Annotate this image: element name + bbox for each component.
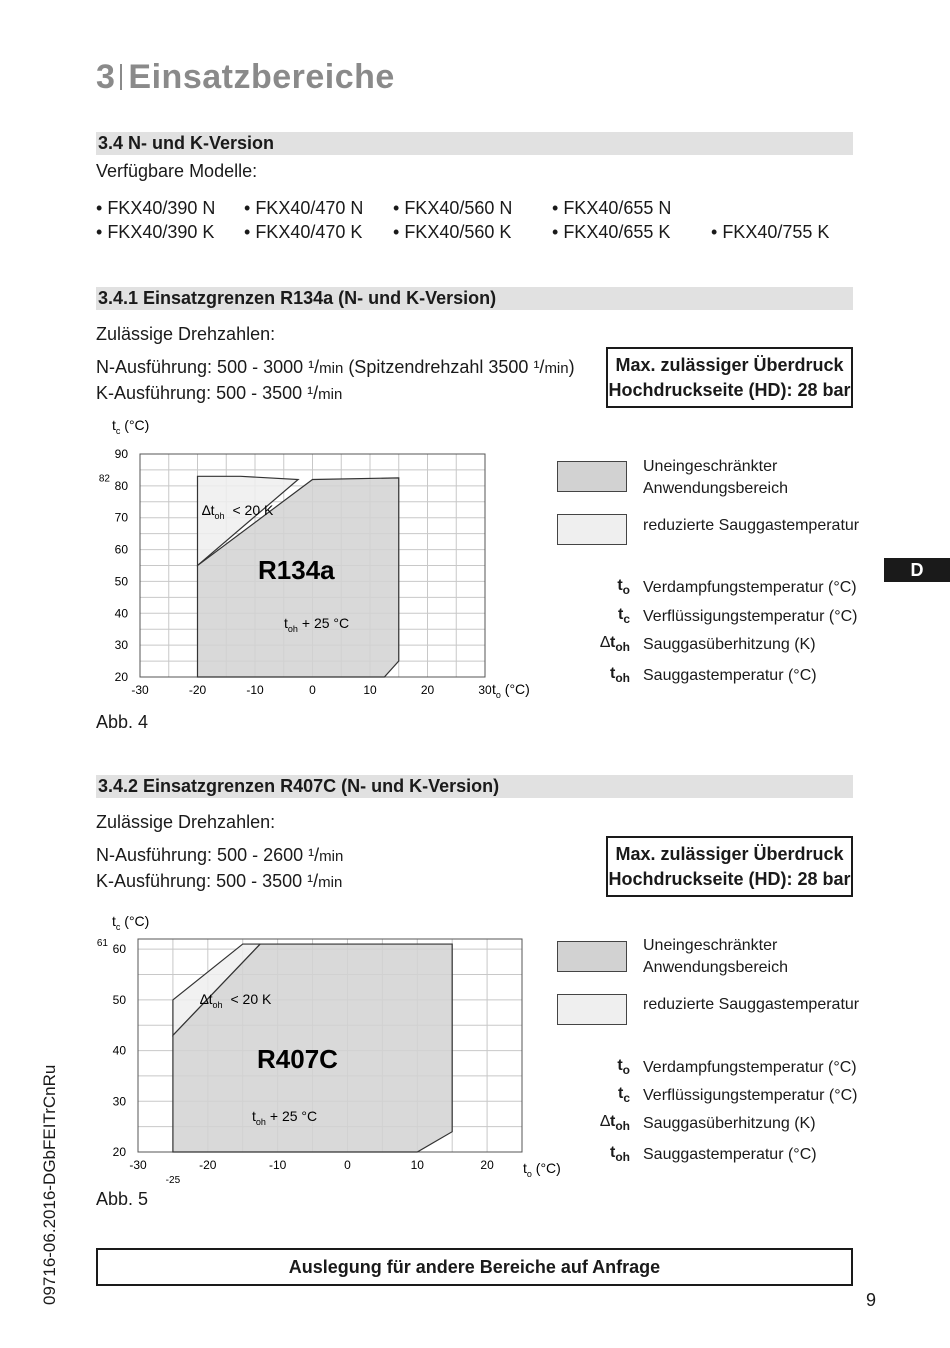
model-item: • FKX40/755 K [711,222,830,242]
y-tick-label: 30 [112,1094,126,1109]
annotation-toh: $t_{oh} + 25$ °C [252,1108,318,1127]
legend-swatch-reduced [557,994,627,1025]
symbol-toh: $t_{oh}$ [610,665,630,686]
chart-r407c [90,906,570,1196]
n-speed-line: N-Ausführung: 500 - 3000 ¹/min (Spitzendrehzahl 3500 ¹/min) [96,357,575,377]
y-tick-label: 90 [114,447,128,461]
y-tick-label: 60 [112,942,126,957]
legend-dtoh: Sauggasüberhitzung (K) [643,1115,816,1132]
legend-swatch-unrestricted [557,941,627,972]
x-tick-label: -20 [199,1158,217,1172]
legend-reduced: reduzierte Sauggastemperatur [643,517,860,534]
legend-to: Verdampfungstemperatur (°C) [643,579,857,596]
section-title: 3.4 N- und K-Version [96,132,853,155]
model-item: • FKX40/390 K [96,222,215,242]
annotation-dt: $\Delta t_{oh} < 20$ K [202,502,274,521]
model-item: • FKX40/390 N [96,198,216,218]
language-tab: D [884,558,950,582]
symbol-tc: $t_c$ [617,1085,630,1106]
chapter-number: 3 [96,58,116,96]
y-axis-label: $t_c$ (°C) [112,417,150,436]
legend-dtoh: Sauggasüberhitzung (K) [643,636,816,653]
y-tick-label: 20 [114,670,128,684]
x-tick-label: 20 [480,1158,494,1172]
figure-caption: Abb. 4 [96,712,149,732]
k-speed-line: K-Ausführung: 500 - 3500 ¹/min [96,871,343,891]
x-tick-label: -30 [131,683,149,697]
legend-swatch-reduced [557,514,627,545]
model-item: • FKX40/470 K [244,222,363,242]
page-number: 9 [866,1290,877,1310]
y-tick-label: 40 [114,606,128,621]
k-speed-line: K-Ausführung: 500 - 3500 ¹/min [96,383,343,403]
y-tick-label: 50 [112,992,126,1007]
legend-toh: Sauggastemperatur (°C) [643,1146,817,1163]
symbol-to: $t_o$ [617,1057,630,1078]
symbol-to: $t_o$ [617,577,630,598]
chart-r134a [90,412,540,708]
annotation-dt: $\Delta t_{oh} < 20$ K [200,991,272,1010]
chart-title: R407C [257,1044,338,1074]
section-subtitle: Verfügbare Modelle: [96,161,258,181]
y-tick-label: 60 [114,542,128,557]
legend-swatch-unrestricted [557,461,627,492]
figure-caption: Abb. 5 [96,1189,149,1209]
x-tick-label: 0 [309,683,316,697]
document-code: 09716-06.2016-DGbFEITrCnRu [40,1064,59,1305]
legend-tc: Verflüssigungstemperatur (°C) [643,608,858,625]
y-tick-label: 30 [114,638,128,653]
x-tick-label: -10 [246,683,264,697]
chapter-heading [96,58,395,97]
speeds-label: Zulässige Drehzahlen: [96,812,276,832]
n-speed-line: N-Ausführung: 500 - 2600 ¹/min [96,845,344,865]
chapter-title: Einsatzbereiche [128,58,395,96]
x-axis-label: $t_o$ (°C) [492,681,530,700]
x-tick-label: 10 [363,683,377,697]
y-tick-label-limit: 61 [96,938,108,950]
y-tick-label-limit: 82 [98,473,110,485]
y-tick-label: 80 [114,478,128,493]
legend-reduced: reduzierte Sauggastemperatur [643,996,860,1013]
model-item: • FKX40/560 N [393,198,513,218]
annotation-toh: $t_{oh} + 25$ °C [284,615,350,634]
symbol-tc: $t_c$ [617,606,630,627]
subsection-title-r134a: 3.4.1 Einsatzgrenzen R134a (N- und K-Version) [96,287,853,310]
symbol-toh: $t_{oh}$ [610,1144,630,1165]
legend-to: Verdampfungstemperatur (°C) [643,1059,857,1076]
y-tick-label: 50 [114,574,128,589]
legend-unrestricted: Uneingeschränkter Anwendungsbereich [643,937,788,976]
footer-note: Auslegung für andere Bereiche auf Anfrage [96,1248,853,1286]
chart-title: R134a [258,555,335,585]
x-tick-label: 20 [420,683,435,697]
x-tick-label: -20 [188,683,207,697]
symbol-dtoh: $\Delta t_{oh}$ [600,1113,630,1134]
x-tick-label: -10 [268,1158,287,1172]
x-tick-label: 0 [344,1158,351,1172]
model-item: • FKX40/560 K [393,222,512,242]
symbol-dtoh: $\Delta t_{oh}$ [600,634,630,655]
model-item: • FKX40/655 K [552,222,671,242]
speeds-label: Zulässige Drehzahlen: [96,324,276,344]
model-item: • FKX40/470 N [244,198,364,218]
max-pressure-box: Max. zulässiger Überdruck Hochdruckseite (HD): 28 bar [606,836,853,897]
model-item: • FKX40/655 N [552,198,672,218]
x-tick-label: -30 [129,1158,147,1172]
y-tick-label: 40 [112,1043,126,1058]
x-axis-label: $t_o$ (°C) [523,1160,561,1179]
x-tick-label-limit: -25 [165,1175,181,1186]
x-tick-label: 10 [410,1158,424,1172]
legend-toh: Sauggastemperatur (°C) [643,667,817,684]
chapter-divider [120,64,122,90]
x-tick-label: 30 [478,683,492,697]
max-pressure-box: Max. zulässiger Überdruck Hochdruckseite (HD): 28 bar [606,347,853,408]
legend-tc: Verflüssigungstemperatur (°C) [643,1087,858,1104]
y-tick-label: 70 [114,510,128,525]
y-tick-label: 20 [112,1145,126,1159]
y-axis-label: $t_c$ (°C) [112,913,150,932]
subsection-title-r407c: 3.4.2 Einsatzgrenzen R407C (N- und K-Version) [96,775,853,798]
legend-unrestricted: Uneingeschränkter Anwendungsbereich [643,458,788,497]
